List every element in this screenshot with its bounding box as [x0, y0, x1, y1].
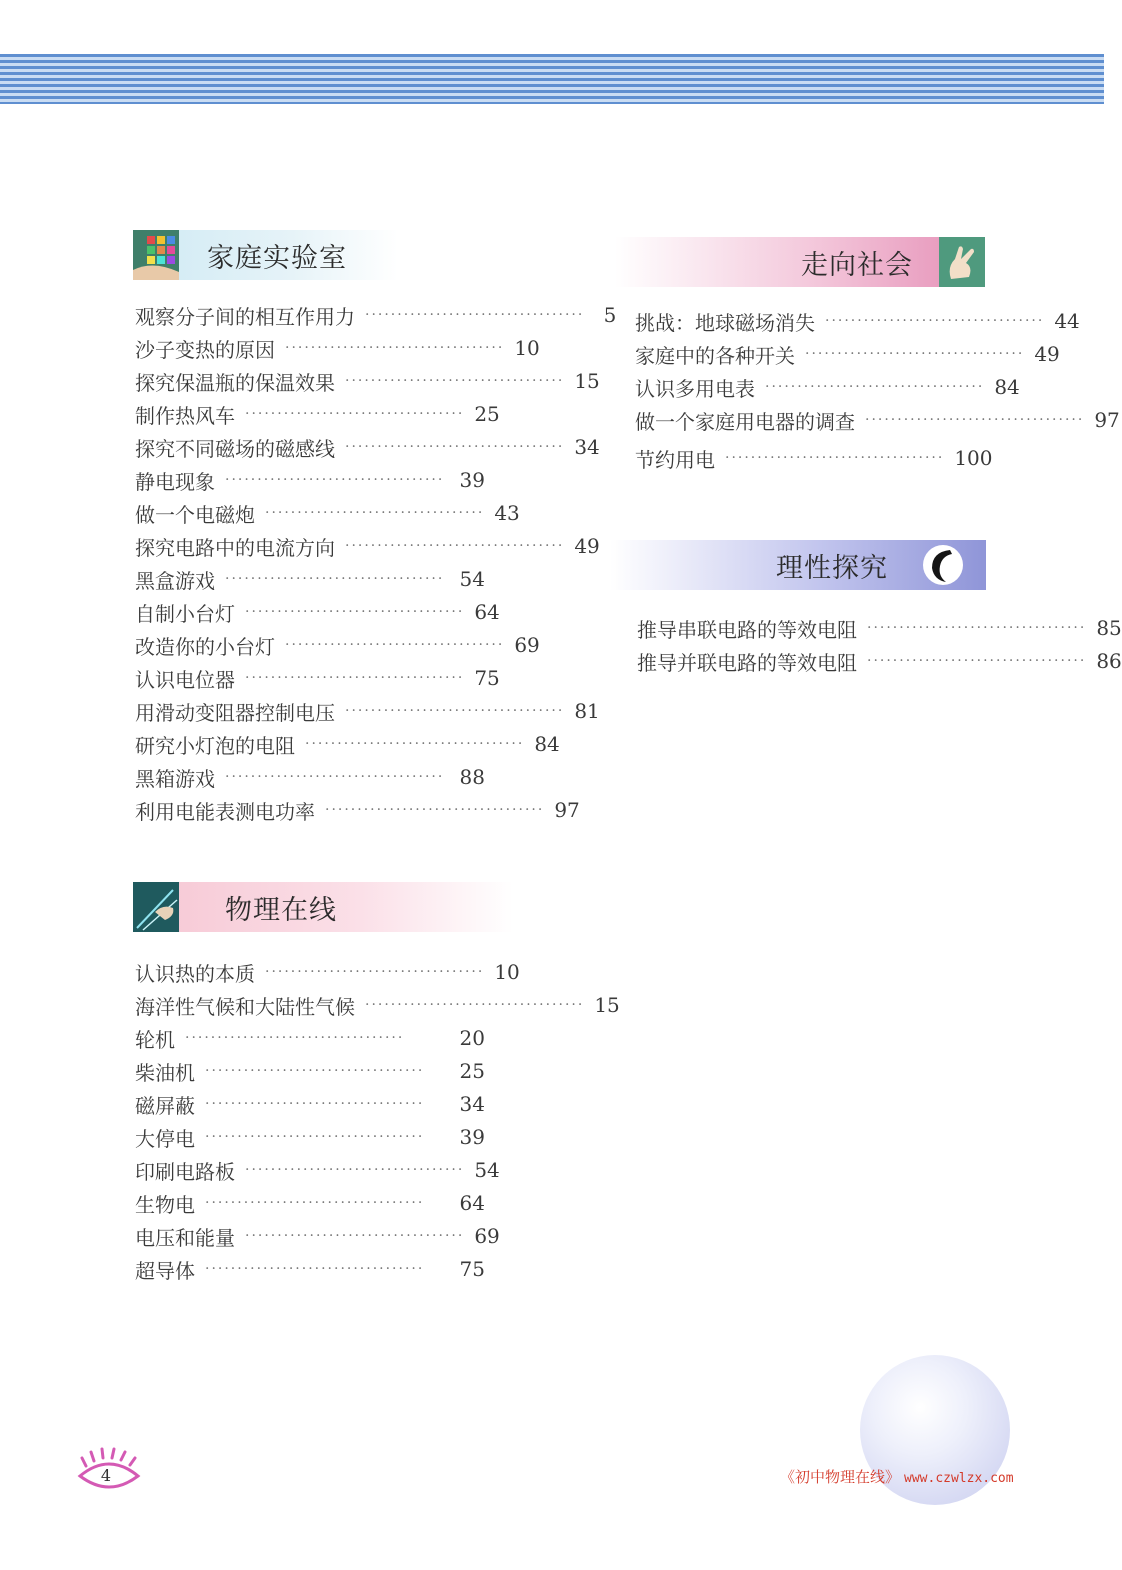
leader-dots: ··································: [285, 340, 505, 356]
section-header-society: [615, 237, 985, 287]
toc-entry-page: 49: [574, 534, 600, 558]
toc-entry[interactable]: [135, 630, 540, 660]
leader-dots: ··································: [245, 604, 465, 620]
toc-entry-title: 静电现象: [135, 469, 215, 494]
leader-dots: ··································: [265, 964, 485, 980]
toc-entry[interactable]: [135, 729, 560, 759]
section-title: 家庭实验室: [207, 242, 347, 274]
hand-light-icon: [133, 882, 179, 932]
toc-entry[interactable]: [135, 1254, 485, 1284]
toc-entry-page: 97: [554, 798, 580, 822]
toc-entry-title: 挑战：地球磁场消失: [635, 310, 815, 335]
leader-dots: ··································: [805, 346, 1025, 362]
toc-entry[interactable]: [135, 795, 580, 825]
toc-entry[interactable]: [135, 1023, 485, 1053]
toc-entry-title: 节约用电: [635, 447, 715, 472]
hand-gesture-icon: [939, 237, 985, 287]
toc-entry[interactable]: [135, 333, 540, 363]
toc-entry-page: 86: [1096, 649, 1122, 673]
toc-entry-page: 84: [534, 732, 560, 756]
section-title: 物理在线: [225, 894, 337, 926]
toc-entry-page: 15: [574, 369, 600, 393]
toc-entry-title: 黑盒游戏: [135, 568, 215, 593]
leader-dots: ··································: [345, 439, 565, 455]
toc-entry-page: 54: [474, 1158, 500, 1182]
toc-entry-page: 49: [1034, 342, 1060, 366]
toc-entry-page: 75: [459, 1257, 485, 1281]
toc-entry[interactable]: [135, 1221, 500, 1251]
toc-entry[interactable]: [135, 597, 500, 627]
toc-entry-page: 64: [459, 1191, 485, 1215]
toc-entry-title: 沙子变热的原因: [135, 337, 275, 362]
toc-entry-page: 97: [1094, 408, 1120, 432]
toc-entry[interactable]: [135, 1188, 485, 1218]
leader-dots: ··································: [225, 472, 445, 488]
leader-dots: ··································: [245, 1228, 465, 1244]
leader-dots: ··································: [245, 1162, 465, 1178]
toc-entry[interactable]: [135, 696, 600, 726]
leader-dots: ··································: [365, 997, 585, 1013]
toc-entry-page: 100: [954, 446, 993, 470]
swirl-icon: [920, 540, 966, 590]
toc-entry-page: 75: [474, 666, 500, 690]
toc-entry-title: 认识电位器: [135, 667, 235, 692]
toc-entry-title: 家庭中的各种开关: [635, 343, 795, 368]
footer-watermark: [780, 1466, 1014, 1487]
leader-dots: ··································: [305, 736, 525, 752]
toc-entry-page: 81: [574, 699, 600, 723]
toc-entry[interactable]: [135, 1056, 485, 1086]
page-number: 4: [100, 1466, 112, 1485]
leader-dots: ··································: [325, 802, 545, 818]
section-header-rational: [610, 540, 986, 590]
section-title: 理性探究: [776, 552, 888, 584]
toc-entry-page: 10: [494, 960, 520, 984]
toc-entry[interactable]: [635, 306, 1080, 336]
toc-entry-title: 电压和能量: [135, 1225, 235, 1250]
toc-entry[interactable]: [135, 399, 500, 429]
toc-entry-title: 探究保温瓶的保温效果: [135, 370, 335, 395]
toc-entry-page: 85: [1096, 616, 1122, 640]
section-header-home-lab: [133, 230, 398, 280]
toc-entry[interactable]: [135, 498, 520, 528]
leader-dots: ··································: [865, 412, 1085, 428]
leader-dots: ··································: [185, 1030, 405, 1046]
toc-entry-title: 利用电能表测电功率: [135, 799, 315, 824]
header-stripes: [0, 54, 1104, 104]
toc-entry-page: 25: [474, 402, 500, 426]
toc-entry-title: 探究电路中的电流方向: [135, 535, 335, 560]
leader-dots: ··································: [867, 620, 1087, 636]
leader-dots: ··································: [825, 313, 1045, 329]
leader-dots: ··································: [285, 637, 505, 653]
toc-entry[interactable]: [135, 300, 617, 330]
leader-dots: ··································: [205, 1096, 425, 1112]
section-header-physics-online: [133, 882, 513, 932]
leader-dots: ··································: [205, 1261, 425, 1277]
leader-dots: ··································: [345, 373, 565, 389]
toc-entry[interactable]: [135, 531, 600, 561]
toc-entry-page: 39: [459, 1125, 485, 1149]
toc-entry-page: 25: [459, 1059, 485, 1083]
toc-entry-page: 5: [603, 303, 617, 327]
toc-entry[interactable]: [135, 1122, 485, 1152]
toc-entry-page: 69: [474, 1224, 500, 1248]
toc-entry[interactable]: [135, 762, 485, 792]
toc-entry-page: 39: [459, 468, 485, 492]
toc-entry-title: 生物电: [135, 1192, 195, 1217]
leader-dots: ··································: [205, 1063, 425, 1079]
toc-entry-title: 做一个电磁炮: [135, 502, 255, 527]
leader-dots: ··································: [205, 1129, 425, 1145]
toc-entry-title: 观察分子间的相互作用力: [135, 304, 355, 329]
leader-dots: ··································: [765, 379, 985, 395]
section-title: 走向社会: [801, 249, 913, 281]
toc-entry-title: 改造你的小台灯: [135, 634, 275, 659]
toc-entry-title: 做一个家庭用电器的调查: [635, 409, 855, 434]
toc-entry-title: 自制小台灯: [135, 601, 235, 626]
toc-entry[interactable]: [135, 663, 500, 693]
toc-entry[interactable]: [135, 990, 620, 1020]
leader-dots: ··································: [365, 307, 585, 323]
toc-entry[interactable]: [635, 339, 1060, 369]
leader-dots: ··································: [345, 538, 565, 554]
toc-entry-page: 34: [459, 1092, 485, 1116]
toc-entry-page: 15: [594, 993, 620, 1017]
toc-entry-page: 10: [514, 336, 540, 360]
toc-entry-title: 推导并联电路的等效电阻: [637, 650, 857, 675]
leader-dots: ··································: [225, 769, 445, 785]
toc-entry-title: 研究小灯泡的电阻: [135, 733, 295, 758]
toc-entry-page: 69: [514, 633, 540, 657]
toc-entry-page: 43: [494, 501, 520, 525]
toc-entry-title: 印刷电路板: [135, 1159, 235, 1184]
toc-entry[interactable]: [135, 366, 600, 396]
toc-entry-title: 黑箱游戏: [135, 766, 215, 791]
toc-entry-title: 认识多用电表: [635, 376, 755, 401]
toc-entry[interactable]: [135, 1155, 500, 1185]
toc-entry-title: 柴油机: [135, 1060, 195, 1085]
toc-entry-title: 制作热风车: [135, 403, 235, 428]
leader-dots: ··································: [265, 505, 485, 521]
toc-entry-title: 轮机: [135, 1027, 175, 1052]
toc-entry[interactable]: [637, 613, 1122, 643]
toc-entry[interactable]: [135, 432, 600, 462]
toc-entry-page: 54: [459, 567, 485, 591]
toc-entry-title: 探究不同磁场的磁感线: [135, 436, 335, 461]
toc-entry[interactable]: [635, 372, 1020, 402]
grid-cube-icon: [133, 230, 179, 280]
toc-entry-page: 20: [459, 1026, 485, 1050]
toc-entry-title: 认识热的本质: [135, 961, 255, 986]
toc-entry-title: 大停电: [135, 1126, 195, 1151]
toc-entry[interactable]: [635, 443, 993, 473]
toc-entry-title: 超导体: [135, 1258, 195, 1283]
toc-entry-page: 64: [474, 600, 500, 624]
toc-entry[interactable]: [135, 465, 485, 495]
toc-entry-title: 海洋性气候和大陆性气候: [135, 994, 355, 1019]
toc-entry-page: 84: [994, 375, 1020, 399]
toc-entry-title: 用滑动变阻器控制电压: [135, 700, 335, 725]
leader-dots: ··································: [867, 653, 1087, 669]
toc-entry-title: 推导串联电路的等效电阻: [637, 617, 857, 642]
leader-dots: ··································: [225, 571, 445, 587]
footer-url[interactable]: www.czwlzx.com: [904, 1471, 1014, 1486]
toc-entry[interactable]: [135, 1089, 485, 1119]
toc-entry-title: 磁屏蔽: [135, 1093, 195, 1118]
toc-entry-page: 88: [459, 765, 485, 789]
footer-brand: 《初中物理在线》: [780, 1468, 901, 1486]
toc-entry[interactable]: [135, 957, 520, 987]
leader-dots: ··································: [245, 406, 465, 422]
toc-entry[interactable]: [635, 405, 1120, 435]
leader-dots: ··································: [245, 670, 465, 686]
leader-dots: ··································: [345, 703, 565, 719]
toc-entry[interactable]: [637, 646, 1122, 676]
leader-dots: ··································: [725, 450, 945, 466]
toc-entry[interactable]: [135, 564, 485, 594]
toc-entry-page: 44: [1054, 309, 1080, 333]
leader-dots: ··································: [205, 1195, 425, 1211]
toc-entry-page: 34: [574, 435, 600, 459]
